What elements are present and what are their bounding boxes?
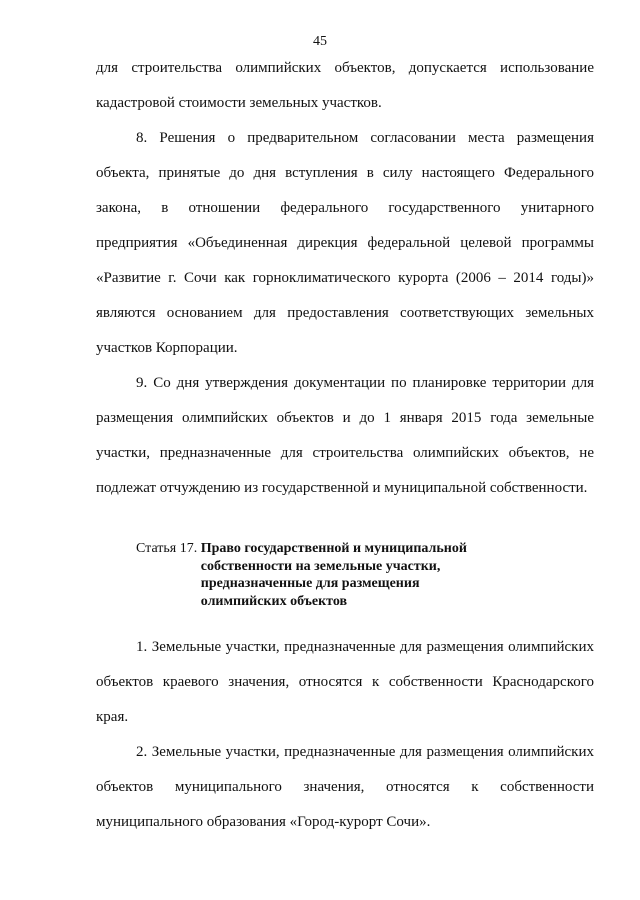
article-title-line: предназначенные для размещения	[200, 576, 420, 591]
top-text-block	[96, 51, 594, 506]
paragraph-8: 8. Решения о предварительном согласовании места размещения объекта, принятые до дня вступления в силу настоящего Федерального закона, в отношении федерального государственного унитарного предприятия «Объединенная дирекция федеральной целевой программы «Развитие г. Сочи как горноклиматического курорта (2006 – 2014 годы)» являются основанием для предоставления соответствующих земельных участков Корпорации.	[96, 130, 594, 356]
article-heading	[136, 540, 596, 610]
paragraph-9: 9. Со дня утверждения документации по планировке территории для размещения олимпийских объектов и до 1 января 2015 года земельные участки, предназначенные для строительства олимпийских объектов, не подлежат отчуждению из государственной и муниципальной собственности.	[96, 375, 594, 496]
article-title-line: Право государственной и муниципальной	[200, 541, 467, 556]
article-number: Статья 17.	[136, 541, 198, 556]
article-paragraph-1: 1. Земельные участки, предназначенные для размещения олимпийских объектов краевого значения, относятся к собственности Краснодарского края.	[96, 639, 594, 725]
article-paragraph-2: 2. Земельные участки, предназначенные для размещения олимпийских объектов муниципального значения, относятся к собственности муниципального образования «Город-курорт Сочи».	[96, 744, 594, 830]
page-number: 45	[313, 34, 327, 49]
article-title	[201, 540, 467, 610]
paragraph-continuation: для строительства олимпийских объектов, допускается использование кадастровой стоимости земельных участков.	[96, 60, 594, 111]
article-title-line: олимпийских объектов	[200, 593, 348, 609]
article-text-block	[96, 630, 594, 840]
article-title-line: собственности на земельные участки,	[200, 558, 441, 574]
